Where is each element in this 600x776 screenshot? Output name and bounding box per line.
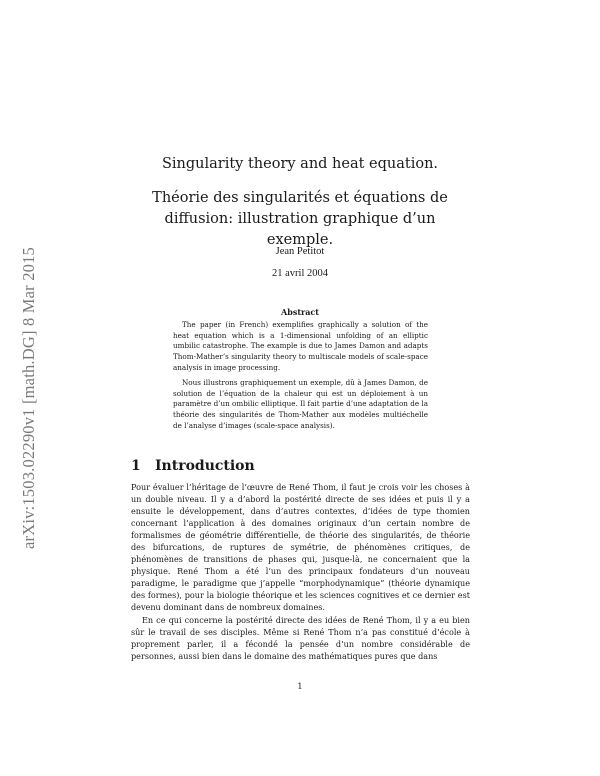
abstract-french: Nous illustrons graphiquement un exemple, dû à James Damon, de solution de l’équation de la chaleur qui est un déploiement à un paramètre d’un ombilic elliptique. Il fait partie d’une adaptation de la théorie des singularités de Thom-Mather aux modèles multiéchelle de l’analyse d’images (scale-space analysis). bbox=[173, 378, 428, 430]
section-heading bbox=[131, 458, 255, 474]
page-number: 1 bbox=[297, 682, 303, 692]
arxiv-sidebar bbox=[14, 168, 44, 628]
abstract-heading: Abstract bbox=[281, 307, 319, 317]
date: 21 avril 2004 bbox=[272, 268, 328, 279]
body-paragraph-1: Pour évaluer l’héritage de l’œuvre de René Thom, il faut je crois voir les choses à un double niveau. Il y a d’abord la postérité directe de ses idées et puis il y a ensuite le développement, dans d’autres contextes, d’idées de type thomien concernant l’application à des domaines originaux d’un certain nombre de formalismes de géométrie différentielle, de théorie des singularités, de théorie des bifurcations, de ruptures de symétrie, de phénomènes critiques, de phénomènes de transitions de phases qui, jusque-là, ne concernaient que la physique. René Thom a été l’un des principaux fondateurs d’un nouveau paradigme, le paradigme que j’appelle “morphodynamique” (théorie dynamique des formes), pour la biologie théorique et les sciences cognitives et ce dernier est devenu dominant dans de nombreux domaines. bbox=[131, 482, 470, 612]
section-title: Introduction bbox=[155, 458, 255, 474]
section-number: 1 bbox=[131, 458, 141, 474]
arxiv-identifier: arXiv:1503.02290v1 [math.DG] 8 Mar 2015 bbox=[19, 246, 38, 550]
author: Jean Petitot bbox=[275, 246, 325, 257]
title-french: Théorie des singularités et équations de diffusion: illustration graphique d’un exemple. bbox=[152, 190, 448, 248]
body-paragraph-2: En ce qui concerne la postérité directe des idées de René Thom, il y a eu bien sûr le travail de ses disciples. Même si René Thom n’a pas constitué d’école à proprement parler, il a fécondé la pensée d’un nombre considérable de personnes, aussi bien dans le domaine des mathématiques pures que dans bbox=[131, 615, 470, 661]
title-english: Singularity theory and heat equation. bbox=[161, 156, 439, 172]
abstract-english: The paper (in French) exemplifies graphically a solution of the heat equation which is a 1-dimensional unfolding of an elliptic umbilic catastrophe. The example is due to James Damon and adapts Thom-Mather’s singularity theory to multiscale models of scale-space analysis in image processing. bbox=[173, 320, 428, 372]
